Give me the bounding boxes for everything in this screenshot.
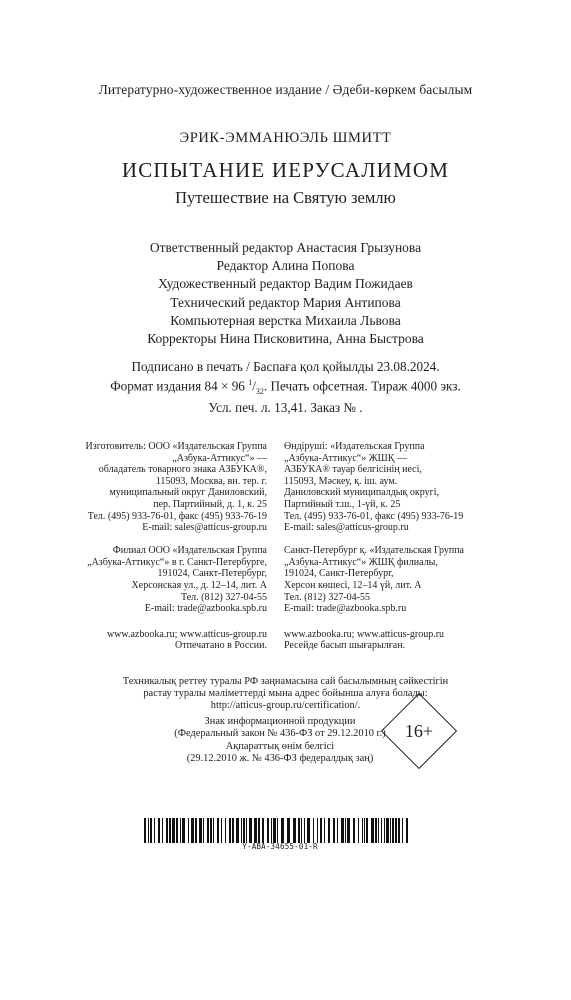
barcode-bar — [213, 818, 214, 843]
barcode-bar — [395, 818, 397, 843]
signed-line: Подписано в печать / Баспаға қол қойылды 23.08.2024. — [131, 359, 440, 374]
age-rating-badge — [392, 704, 446, 758]
barcode-bar — [364, 818, 365, 843]
book-title: ИСПЫТАНИЕ ИЕРУСАЛИМОМ — [121, 158, 450, 182]
barcode-bar — [301, 818, 302, 843]
barcode-bar — [341, 818, 344, 843]
barcode-bar — [371, 818, 374, 843]
barcode-bar — [241, 818, 242, 843]
barcode-bar — [162, 818, 163, 843]
barcode-bar — [307, 818, 310, 843]
barcode-bar — [254, 818, 257, 843]
barcode-bar — [158, 818, 160, 843]
barcode-bar — [390, 818, 391, 843]
imprint-line: www.azbooka.ru; www.atticus-group.ru — [106, 628, 267, 640]
barcode-bar — [287, 818, 290, 843]
barcode-text: Y-ABA-34655-01-R — [242, 842, 318, 851]
imprint-line: Тел. (812) 327-04-55 — [284, 591, 370, 603]
age-info-line: Знак информационной продукции — [204, 716, 356, 727]
staff-line: Технический редактор Мария Антипова — [170, 294, 401, 310]
imprint-line: Ресейде басып шығарылған. — [284, 640, 406, 652]
barcode-bar — [249, 818, 252, 843]
tech-line: http://atticus-group.ru/certification/. — [210, 700, 361, 711]
imprint-line: муниципальный округ Даниловский, — [109, 487, 267, 499]
barcode-bar — [267, 818, 269, 843]
barcode-bar — [337, 818, 338, 843]
barcode-bar — [333, 818, 335, 843]
barcode-bar — [386, 818, 389, 843]
imprint-line: 115093, Мәскеу, қ. іш. аум. — [284, 475, 398, 487]
barcode-bar — [199, 818, 202, 843]
barcode-bar — [150, 818, 152, 843]
barcode-bar — [217, 818, 219, 843]
barcode-bar — [320, 818, 322, 843]
barcode — [144, 818, 411, 843]
barcode-bar — [144, 818, 146, 843]
format-denominator: 32 — [255, 387, 264, 397]
imprint-line: „Азбука-Аттикус“» — — [172, 452, 267, 464]
format-numerator: 1 — [248, 378, 253, 387]
barcode-bar — [402, 818, 403, 843]
imprint-line: Даниловский муниципалдық округі, — [284, 487, 439, 499]
barcode-bar — [277, 818, 278, 843]
age-rating-info — [160, 716, 400, 765]
barcode-bar — [381, 818, 382, 843]
imprint-line: Өндіруші: «Издательская Группа — [284, 441, 425, 452]
barcode-bar — [358, 818, 359, 843]
barcode-bar — [207, 818, 209, 843]
barcode-bar — [172, 818, 175, 843]
barcode-bar — [188, 818, 189, 843]
barcode-bar — [232, 818, 234, 843]
barcode-bar — [317, 818, 318, 843]
imprint-line: Тел. (495) 933-76-01, факс (495) 933-76-19 — [284, 510, 464, 522]
imprint-line: www.azbooka.ru; www.atticus-group.ru — [284, 628, 445, 640]
barcode-bar — [273, 818, 276, 843]
imprint-line: „Азбука-Аттикус“» в г. Санкт-Петербурге, — [87, 556, 267, 568]
imprint-line: Тел. (812) 327-04-55 — [181, 591, 267, 603]
imprint-line: 191024, Санкт-Петербург, — [284, 568, 394, 580]
age-info-line: (29.12.2010 ж. № 436-ФЗ федералдық заң) — [186, 752, 374, 764]
age-rating-label: 16+ — [404, 721, 434, 741]
age-info-line: (Федеральный закон № 436-ФЗ от 29.12.2010 г.) — [174, 728, 386, 740]
barcode-bar — [262, 818, 264, 843]
format-suffix: . Печать офсетная. Тираж 4000 экз. — [263, 378, 461, 394]
barcode-bar — [298, 818, 300, 843]
barcode-bar — [324, 818, 325, 843]
staff-credits — [0, 239, 571, 348]
tech-line: Техникалық реттеу туралы РФ заңнамасына сай басылымның сәйкестігін — [122, 676, 449, 687]
barcode-bar — [281, 818, 284, 843]
barcode-bar — [362, 818, 363, 843]
barcode-bar — [406, 818, 408, 843]
barcode-bar — [236, 818, 239, 843]
technical-regulation-note — [0, 676, 571, 712]
imprint-line: E-mail: sales@atticus-group.ru — [142, 522, 267, 534]
format-line: Формат издания 84 × 96 $^1/_{32}$. Печать офсетная. Тираж 4000 экз. — [110, 378, 461, 397]
barcode-bar — [328, 818, 330, 843]
imprint-line: E-mail: trade@azbooka.spb.ru — [144, 603, 267, 615]
barcode-bar — [148, 818, 149, 843]
staff-line: Компьютерная верстка Михаила Львова — [170, 312, 401, 328]
barcode-bar — [304, 818, 305, 843]
barcode-bar — [225, 818, 226, 843]
imprint-line: „Азбука-Аттикус“» ЖШҚ — — [284, 452, 407, 464]
barcode-bar — [243, 818, 245, 843]
imprint-russian-column — [86, 441, 267, 652]
barcode-bar — [246, 818, 247, 843]
imprint-line: Изготовитель: ООО «Издательская Группа — [85, 441, 267, 452]
sheets-line: Усл. печ. л. 13,41. Заказ № . — [208, 400, 363, 416]
imprint-line: обладатель товарного знака АЗБУКА®, — [98, 464, 267, 476]
edition-type: Литературно-художественное издание / Әдеби-көркем басылым — [98, 82, 473, 97]
imprint-kazakh-column — [284, 441, 464, 652]
imprint-line: Тел. (495) 933-76-01, факс (495) 933-76-19 — [87, 510, 267, 522]
imprint-line: Санкт-Петербург қ. «Издательская Группа — [284, 545, 464, 557]
staff-line: Художественный редактор Вадим Пожидаев — [158, 276, 413, 292]
imprint-line: Отпечатано в России. — [175, 640, 267, 652]
imprint-line: Херсонская ул., д. 12–14, лит. А — [131, 580, 267, 592]
barcode-bar — [313, 818, 314, 843]
barcode-bar — [229, 818, 231, 843]
barcode-bar — [345, 818, 346, 843]
barcode-bar — [176, 818, 178, 843]
age-info-line: Ақпараттық өнім белгісі — [225, 740, 335, 752]
barcode-bar — [166, 818, 168, 843]
barcode-bar — [180, 818, 181, 843]
barcode-bar — [258, 818, 260, 843]
imprint-line: Херсон көшесі, 12–14 үй, лит. А — [284, 580, 422, 592]
barcode-bar — [191, 818, 194, 843]
book-subtitle: Путешествие на Святую землю — [175, 188, 396, 207]
barcode-bar — [398, 818, 400, 843]
barcode-bar — [347, 818, 350, 843]
format-prefix: Формат издания 84 × 96 — [110, 378, 249, 394]
barcode-bar — [154, 818, 155, 843]
barcode-bar — [210, 818, 212, 843]
imprint-line: Филиал ООО «Издательская Группа — [112, 545, 267, 557]
barcode-bar — [195, 818, 197, 843]
barcode-bar — [392, 818, 394, 843]
author-name: ЭРИК-ЭММАНЮЭЛЬ ШМИТТ — [179, 130, 392, 146]
tech-line: растау туралы мәліметтерді мына адрес бойынша алуға болады: — [143, 688, 428, 699]
barcode-bar — [384, 818, 385, 843]
imprint-line: E-mail: sales@atticus-group.ru — [284, 522, 409, 534]
imprint-line: пер. Партийный, д. 1, к. 25 — [153, 498, 267, 510]
print-info — [0, 359, 571, 416]
barcode-bar — [221, 818, 222, 843]
barcode-bar — [375, 818, 377, 843]
staff-line: Ответственный редактор Анастасия Грызунова — [149, 240, 422, 255]
staff-line: Редактор Алина Попова — [216, 258, 355, 274]
barcode-bar — [378, 818, 379, 843]
imprint-line: АЗБУКА® тауар белгісінің иесі, — [284, 464, 422, 476]
imprint-line: „Азбука-Аттикус“» ЖШҚ филиалы, — [284, 556, 438, 568]
barcode-bar — [271, 818, 272, 843]
barcode-bar — [203, 818, 204, 843]
barcode-bar — [353, 818, 355, 843]
barcode-bar — [293, 818, 296, 843]
imprint-line: Партийный т.ш., 1-үй, к. 25 — [284, 498, 401, 510]
imprint-line: 191024, Санкт-Петербург, — [157, 568, 267, 580]
staff-line: Корректоры Нина Писковитина, Анна Быстрова — [147, 331, 424, 347]
barcode-bar — [169, 818, 171, 843]
barcode-bar — [182, 818, 185, 843]
imprint-line: 115093, Москва, вн. тер. г. — [155, 475, 267, 487]
barcode-bar — [366, 818, 368, 843]
imprint-line: E-mail: trade@azbooka.spb.ru — [284, 603, 407, 615]
